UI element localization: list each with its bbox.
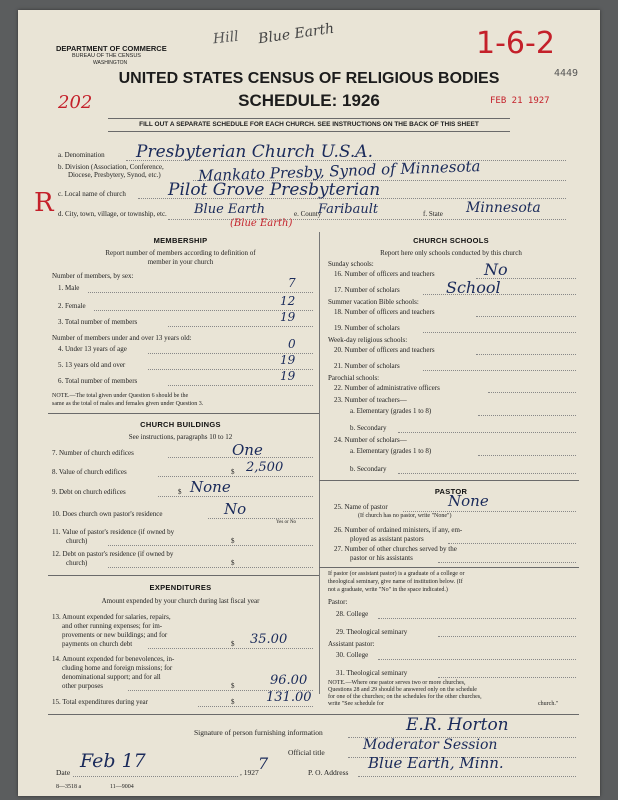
form-number: 8—3518 a [56, 784, 82, 790]
city-name: WASHINGTON [93, 60, 128, 66]
schools-title: CHURCH SCHOOLS [413, 236, 489, 245]
q25-hint: (If church has no pastor, write "None") [358, 513, 452, 519]
red-paren-note: (Blue Earth) [230, 218, 293, 229]
bureau-name: BUREAU OF THE CENSUS [72, 53, 141, 59]
county-label: e. County [294, 210, 322, 218]
q6-total-value: 19 [280, 369, 296, 383]
q13-line-2: and other running expenses; for im- [62, 622, 163, 630]
q12-label-2: church) [66, 559, 88, 567]
q14-dollar: $ [231, 682, 235, 690]
q31-label: 31. Theological seminary [336, 669, 408, 677]
q15-dollar: $ [231, 698, 235, 706]
pastor-note-2: Questions 28 and 29 should be answered only on the schedule [328, 687, 477, 693]
pencil-note-blue-earth: Blue Earth [257, 20, 336, 48]
dept-name: DEPARTMENT OF COMMERCE [56, 44, 167, 53]
division-label: b. Division (Association, Conference, [58, 163, 164, 171]
q23-label: 23. Number of teachers— [334, 396, 407, 404]
denomination-value: Presbyterian Church U.S.A. [136, 142, 373, 162]
q27-line-1: 27. Number of other churches served by the [334, 545, 457, 553]
local-name-value: Pilot Grove Presbyterian [168, 180, 381, 200]
q9-debt-value: None [190, 478, 231, 496]
q1-male-value: 7 [288, 276, 296, 290]
local-name-label: c. Local name of church [58, 190, 126, 198]
asst-pastor-header: Assistant pastor: [328, 640, 375, 648]
q22-label: 22. Number of administrative officers [334, 384, 440, 392]
q3-total-value: 19 [280, 310, 296, 324]
q15-total-label: 15. Total expenditures during year [52, 698, 148, 706]
print-number: 11—9004 [110, 784, 134, 790]
grad-note-1: If pastor (or assistant pastor) is a graduate of a college or [328, 571, 465, 577]
buildings-intro: See instructions, paragraphs 10 to 12 [128, 433, 233, 441]
red-number-left: 202 [58, 92, 93, 113]
q17-label: 17. Number of scholars [334, 286, 400, 294]
pastor-note-3: for one of the churches; on the schedules for the other churches, [328, 694, 482, 700]
stamp-number: 4449 [554, 68, 579, 79]
q14-line-1: 14. Amount expended for benevolences, in- [52, 655, 175, 663]
membership-title: MEMBERSHIP [153, 236, 208, 245]
received-date-stamp: FEB 21 1927 [490, 96, 550, 106]
pastor-note-4b: church." [538, 701, 559, 707]
expenditures-intro: Amount expended by your church during last fiscal year [101, 597, 260, 605]
q24b-label: b. Secondary [350, 465, 387, 473]
po-address-label: P. O. Address [308, 768, 349, 777]
q27-line-2: pastor or his assistants [350, 554, 413, 562]
membership-intro-2: member in your church [147, 258, 214, 266]
q21-label: 21. Number of scholars [334, 362, 400, 370]
pastor-title: PASTOR [434, 487, 468, 496]
q10-hint: Yes or No [276, 520, 297, 525]
q9-debt-label: 9. Debt on church edifices [52, 488, 126, 496]
q24-label: 24. Number of scholars— [334, 436, 407, 444]
q2-female-label: 2. Female [58, 302, 86, 310]
q17-value: School [446, 278, 501, 297]
q13-line-4: payments on church debt [62, 640, 133, 648]
q19-label: 19. Number of scholars [334, 324, 400, 332]
q13-line-3: provements or new buildings; and for [62, 631, 168, 639]
membership-note-2: same as the total of males and females given under Question 3. [52, 401, 204, 407]
form-instruction: FILL OUT A SEPARATE SCHEDULE FOR EACH CHURCH. SEE INSTRUCTIONS ON THE BACK OF THIS SHEET [139, 121, 479, 128]
form-subtitle: SCHEDULE: 1926 [238, 91, 380, 110]
pastor-note-1: NOTE.—Where one pastor serves two or more churches, [328, 680, 466, 686]
q7-edifices-label: 7. Number of church edifices [52, 449, 134, 457]
q13-line-1: 13. Amount expended for salaries, repairs, [52, 613, 171, 621]
q23b-label: b. Secondary [350, 424, 387, 432]
q25-label: 25. Name of pastor [334, 503, 388, 511]
weekday-schools-label: Week-day religious schools: [328, 336, 408, 344]
q12-dollar: $ [231, 559, 235, 567]
census-schedule-sheet [18, 10, 600, 796]
date-year-handwritten: 7 [258, 754, 269, 773]
q14-value: 96.00 [270, 673, 308, 688]
q3-total-label: 3. Total number of members [58, 318, 138, 326]
sunday-schools-label: Sunday schools: [328, 260, 374, 268]
q28-label: 28. College [336, 610, 369, 618]
members-by-sex-label: Number of members, by sex: [52, 272, 134, 280]
q12-label: 12. Debt on pastor's residence (if owned by [52, 550, 174, 558]
membership-intro-1: Report number of members according to definition of [105, 249, 256, 257]
q13-value: 35.00 [250, 632, 288, 647]
q14-line-4: other purposes [62, 682, 104, 690]
summer-schools-label: Summer vacation Bible schools: [328, 298, 419, 306]
q13-dollar: $ [231, 640, 235, 648]
q2-female-value: 12 [280, 294, 296, 308]
q10-residence-value: No [224, 500, 247, 518]
q8-value-label: 8. Value of church edifices [52, 468, 127, 476]
q29-label: 29. Theological seminary [336, 628, 408, 636]
date-value: Feb 17 [80, 750, 146, 772]
state-label: f. State [423, 210, 443, 218]
q14-line-3: denominational support; and for all [62, 673, 161, 681]
date-year-label: , 1927 [240, 768, 259, 777]
q5-over13-value: 19 [280, 353, 296, 367]
q24a-label: a. Elementary (grades 1 to 8) [350, 447, 432, 455]
q7-edifices-value: One [232, 441, 263, 459]
q25-value: None [448, 492, 489, 510]
q14-line-2: cluding home and foreign missions; for [62, 664, 173, 672]
schools-intro: Report here only schools conducted by this church [380, 249, 522, 257]
city-value: Blue Earth [194, 202, 265, 217]
form-title: UNITED STATES CENSUS OF RELIGIOUS BODIES [118, 70, 500, 87]
pencil-note-left: Hill [212, 28, 240, 48]
q4-under13-label: 4. Under 13 years of age [58, 345, 127, 353]
county-value: Faribault [318, 202, 379, 217]
state-value: Minnesota [466, 200, 541, 216]
q16-label: 16. Number of officers and teachers [334, 270, 435, 278]
q1-male-label: 1. Male [58, 284, 80, 292]
buildings-title: CHURCH BUILDINGS [140, 420, 221, 429]
q18-label: 18. Number of officers and teachers [334, 308, 435, 316]
q11-label-2: church) [66, 537, 88, 545]
pastor-note-4: write "See schedule for [328, 701, 384, 707]
expenditures-title: EXPENDITURES [149, 583, 212, 592]
q11-label: 11. Value of pastor's residence (if owned by [52, 528, 175, 536]
q8-value: 2,500 [246, 460, 284, 475]
q26-line-1: 26. Number of ordained ministers, if any, em- [334, 526, 463, 534]
signature-value: E.R. Horton [406, 715, 509, 735]
q4-under13-value: 0 [288, 337, 296, 351]
q6-total-label: 6. Total number of members [58, 377, 138, 385]
q23a-label: a. Elementary (grades 1 to 8) [350, 407, 432, 415]
membership-note-1: NOTE.—The total given under Question 6 should be the [52, 393, 189, 399]
official-title-value: Moderator Session [363, 737, 498, 753]
q5-over13-label: 5. 13 years old and over [58, 361, 126, 369]
q30-label: 30. College [336, 651, 369, 659]
parochial-schools-label: Parochial schools: [328, 374, 380, 382]
red-r-mark: R [34, 188, 54, 218]
q9-dollar: $ [178, 488, 182, 496]
city-label: d. City, town, village, or township, etc. [58, 210, 167, 218]
red-code: 1-6-2 [476, 26, 555, 61]
grad-note-3: not a graduate, write "No" in the space indicated.) [328, 587, 448, 593]
division-value: Mankato Presby, Synod of Minnesota [197, 157, 481, 185]
q26-line-2: ployed as assistant pastors [350, 535, 424, 543]
q16-value: No [484, 260, 508, 279]
q20-label: 20. Number of officers and teachers [334, 346, 435, 354]
age-intro-label: Number of members under and over 13 years old: [52, 334, 192, 342]
pastor-sub-header: Pastor: [328, 598, 348, 606]
grad-note-2: theological seminary, give name of institution below. (If [328, 579, 463, 585]
q15-value: 131.00 [266, 690, 312, 705]
q8-dollar: $ [231, 468, 235, 476]
denomination-label: a. Denomination [58, 151, 105, 159]
q10-residence-label: 10. Does church own pastor's residence [52, 510, 163, 518]
division-label-2: Diocese, Presbytery, Synod, etc.) [68, 171, 161, 179]
po-address-value: Blue Earth, Minn. [368, 754, 504, 772]
signature-label: Signature of person furnishing information [194, 728, 323, 737]
q11-dollar: $ [231, 537, 235, 545]
official-title-label: Official title [288, 748, 325, 757]
date-label: Date [56, 768, 71, 777]
